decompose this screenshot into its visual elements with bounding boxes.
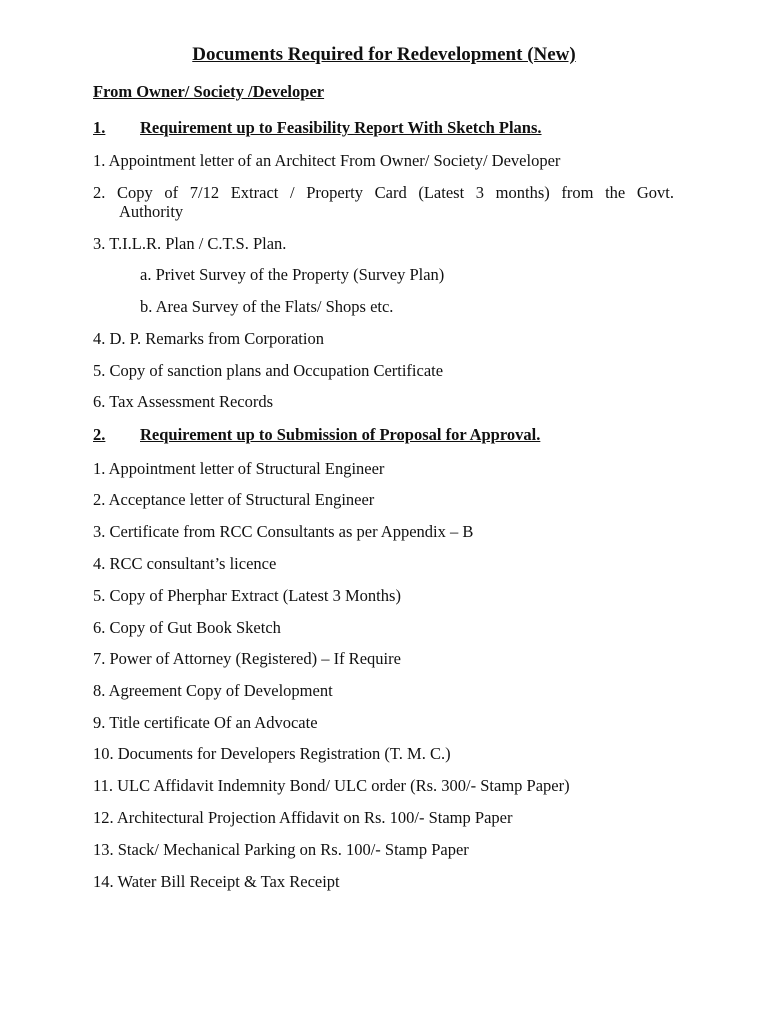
list-item: 10. Documents for Developers Registration (T. M. C.) — [93, 744, 451, 763]
list-item: 3. Certificate from RCC Consultants as per Appendix – B — [93, 522, 474, 541]
list-item: 11. ULC Affidavit Indemnity Bond/ ULC order (Rs. 300/- Stamp Paper) — [93, 776, 570, 795]
list-item: 7. Power of Attorney (Registered) – If Require — [93, 649, 401, 668]
list-item: 4. D. P. Remarks from Corporation — [93, 329, 324, 348]
list-item: 5. Copy of sanction plans and Occupation Certificate — [93, 361, 444, 380]
list-item: 8. Agreement Copy of Development — [93, 681, 333, 700]
section-1-heading: Requirement up to Feasibility Report With Sketch Plans. — [140, 118, 542, 137]
list-item: 12. Architectural Projection Affidavit on Rs. 100/- Stamp Paper — [93, 808, 513, 827]
list-item: 6. Copy of Gut Book Sketch — [93, 618, 281, 637]
list-item: 3. T.I.L.R. Plan / C.T.S. Plan. — [93, 234, 287, 253]
list-item: 13. Stack/ Mechanical Parking on Rs. 100/- Stamp Paper — [93, 840, 469, 859]
list-item-continuation: Authority — [119, 202, 184, 221]
list-item: 6. Tax Assessment Records — [93, 392, 274, 411]
list-item: 2. Copy of 7/12 Extract / Property Card (Latest 3 months) from the Govt. — [93, 183, 674, 202]
list-item: 2. Acceptance letter of Structural Engineer — [93, 490, 375, 509]
section-2-number: 2. — [93, 425, 106, 444]
list-subitem: a. Privet Survey of the Property (Survey Plan) — [140, 265, 445, 284]
list-item: 5. Copy of Pherphar Extract (Latest 3 Months) — [93, 586, 401, 605]
list-item: 4. RCC consultant’s licence — [93, 554, 277, 573]
section-2-heading: Requirement up to Submission of Proposal for Approval. — [140, 425, 541, 444]
list-item: 1. Appointment letter of Structural Engineer — [93, 459, 385, 478]
section-1-heading-row — [93, 118, 542, 138]
document-subtitle: From Owner/ Society /Developer — [93, 82, 325, 101]
section-1-number: 1. — [93, 118, 106, 137]
list-subitem: b. Area Survey of the Flats/ Shops etc. — [140, 297, 394, 316]
document-title: Documents Required for Redevelopment (New) — [192, 44, 576, 65]
list-item: 9. Title certificate Of an Advocate — [93, 713, 318, 732]
list-item: 1. Appointment letter of an Architect From Owner/ Society/ Developer — [93, 151, 561, 170]
list-item: 14. Water Bill Receipt & Tax Receipt — [93, 872, 340, 891]
section-2-heading-row — [93, 425, 540, 445]
